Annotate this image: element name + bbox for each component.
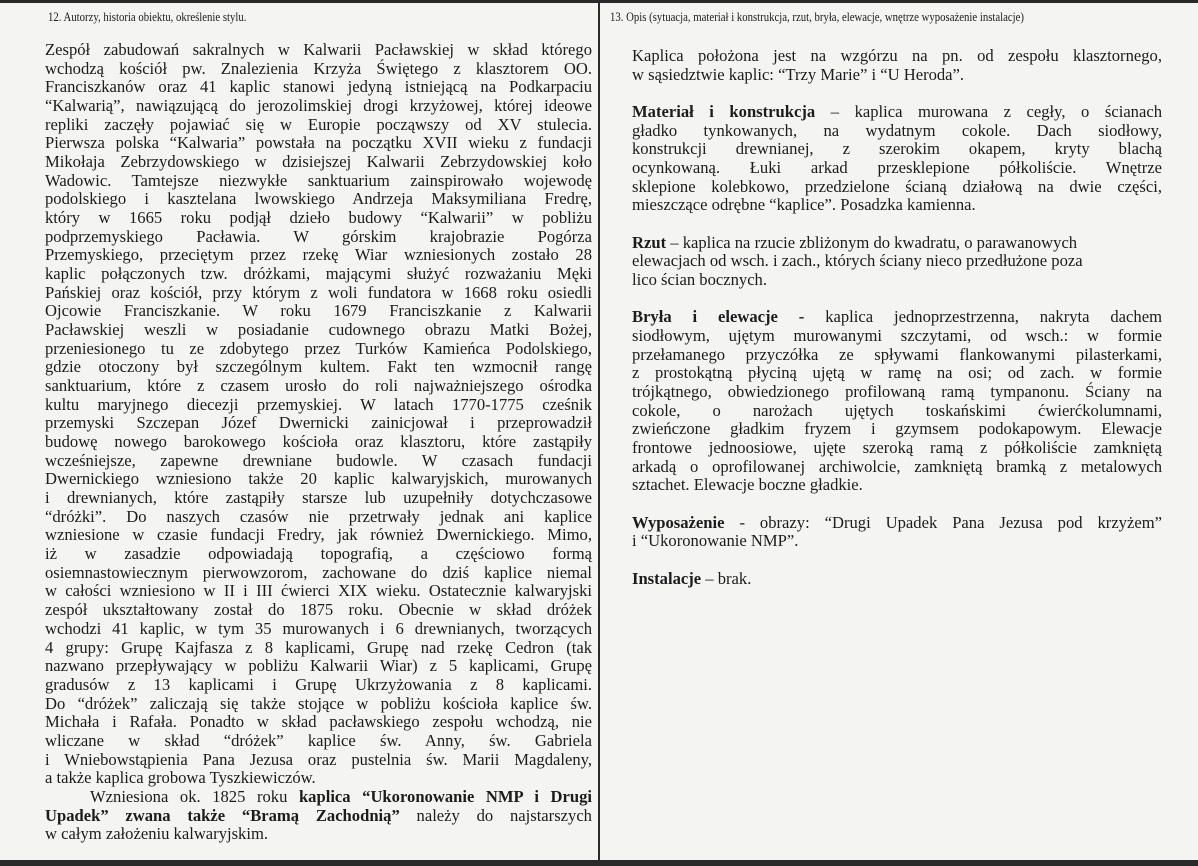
text-line [45,284,592,303]
line-text: siodłowym, ujętym murowanymi szczytami, od wsch.: w formie [632,326,1162,346]
line-text: i drewnianych, które zastąpiły starsze lub uzupełniły dotychczasowe [45,488,592,508]
bold-heading-text: Bryła i elewacje - [632,307,805,327]
text-line [45,134,592,153]
text-line [45,526,592,545]
line-text: trójkątnego, obwiedzionego profilowaną ramą tympanonu. Ściany na [632,382,1162,402]
text-line [45,209,592,228]
text-line [632,122,1162,141]
line-text: Pańskiej oraz kościół, przy którym z woli fundatora w 1668 roku osiedli [45,282,592,302]
text-line [45,732,592,751]
text-line [632,234,1162,253]
scan-bottom-edge [0,860,1198,866]
text-line [45,470,592,489]
line-text: osiemnastowiecznym pierwowzorom, zachowane do dziś kaplice niemal [45,562,592,582]
text-line [632,420,1162,439]
text-line [632,308,1162,327]
line-text: wcześniejsze, zapewne drewniane budowle. W czasach fundacji [45,450,592,470]
text-line [632,66,1162,85]
line-text: wchodzi 41 kaplic, w tym 35 murowanych i 6 drewnianych, tworzących [45,618,592,638]
text-line [45,695,592,714]
line-text: Dwernickiego wzniesiono także 20 kaplic kalwaryjskich, murowanych [45,469,592,489]
line-text: i Wniebowstąpienia Pana Jezusa oraz pustelnia św. Marii Magdaleny, [45,749,592,769]
text-line [45,433,592,452]
line-text: Ojcowie Franciszkanie. W roku 1679 Franciszkanie z Kalwarii [45,301,592,321]
bold-heading-text: Instalacje [632,568,702,588]
text-line [632,476,1162,495]
line-text: sanktuarium, które z czasem urosło do roli najważniejszego ośrodka [45,376,592,396]
line-text: podolskiego i kasztelana lwowskiego Andrzeja Maksymiliana Fredrę, [45,189,592,209]
text-line [45,564,592,583]
line-text: podprzemyskiego Pacławia. W górskim krajobrazie Pogórza [45,226,592,246]
line-text: iż w zasadzie odpowiadają topografią, a częściowo formą [45,544,592,564]
line-text: konstrukcji drewnianej, z szerokim okapem, kryty blachą [632,139,1162,159]
text-line [632,439,1162,458]
text-line [45,153,592,172]
line-text: elewacjach od wsch. i zach., których ściany nieco przedłużone poza [632,251,1083,271]
line-text: – kaplica murowana z cegły, o ścianach [815,102,1163,122]
line-text: Franciszkanów oraz 41 kaplic stanowi jedyną istniejącą na Podkarpaciu [45,77,592,97]
text-line [632,196,1162,215]
line-text: wliczane w skład “dróżek” kaplice św. Anny, św. Gabriela [45,730,592,750]
line-text: gdzie otoczony był szczególnym kultem. Fakt ten wzmocnił rangę [45,357,592,377]
line-text: Wzniesiona ok. 1825 roku [90,786,299,806]
line-text: wchodzą kościół pw. Znalezienia Krzyża Świętego z klasztorem OO. [45,58,592,78]
line-text: Pierwsza polska “Kalwaria” powstała na początku XVII wieku z fundacji [45,133,592,153]
line-text: Mikołaja Zebrzydowskiego w dzisiejszej Kalwarii Zebrzydowskiej koło [45,152,592,172]
line-text: “Kalwarią”, nawiązującą do jerozolimskiej drogi krzyżowej, której ideowe [45,96,592,116]
line-text: arkadą o oprofilowanej archiwolcie, zamkniętą bramką z metalowych [632,456,1162,476]
text-line [45,340,592,359]
text-line [45,676,592,695]
text-line [45,265,592,284]
line-text: cokole, o narożach ujętych toskańskimi ćwierćkolumnami, [632,400,1162,420]
text-line [45,582,592,601]
text-line [45,545,592,564]
line-text: i “Ukoronowanie NMP”. [632,531,799,551]
text-line [632,364,1162,383]
section-13-header: 13. Opis (sytuacja, materiał i konstrukcja, rzut, bryła, elewacje, wnętrze wyposażenie instalacje) [610,10,1025,24]
line-text: przełamanego przyczółka ze spływami flankowanymi pilasterkami, [632,344,1162,364]
text-line [45,620,592,639]
text-line [45,807,592,826]
text-line [45,190,592,209]
line-text: sztachet. Elewacje boczne gładkie. [632,475,863,495]
line-text: budowę nowego barokowego kościoła oraz klasztoru, które zastąpiły [45,432,592,452]
text-line [632,346,1162,365]
line-text: – brak. [701,568,752,588]
line-text: Michała i Rafała. Ponadto w skład pacławskiego zespołu wchodzą, nie [45,712,592,732]
text-line [632,252,1162,271]
line-text: – kaplica na rzucie zbliżonym do kwadratu, o parawanowych [666,232,1078,252]
line-text: kaplic połączonych tzw. dróżkami, mającymi służyć rozważaniu Męki [45,264,592,284]
text-line [632,178,1162,197]
text-line [45,452,592,471]
line-text: gradusów z 13 kaplicami i Grupę Ukrzyżowania z 8 kaplicami. [45,674,592,694]
line-text: kaplica jednoprzestrzenna, nakryta dachem [804,307,1162,327]
line-text: w całości wzniesiono w II i III ćwierci XIX wieku. Ostatecznie kalwaryjski [45,581,592,601]
text-line [45,302,592,321]
line-text: frontowe jednoosiowe, ujęte szeroką ramą z półkoliście zamkniętą [632,438,1162,458]
text-line [632,383,1162,402]
text-line [632,47,1162,66]
description-text-column [632,47,1162,588]
text-line [45,116,592,135]
text-line [45,246,592,265]
text-line [45,713,592,732]
text-line [45,769,592,788]
line-text: Przemyskiego, przeciętym przez rzekę Wiar wzniesionych zostało 28 [45,245,592,265]
bold-heading-text: kaplica “Ukoronowanie NMP i Drugi [298,786,592,806]
text-line [632,458,1162,477]
line-text: Zespół zabudowań sakralnych w Kalwarii Pacławskiej w skład którego [45,40,592,59]
line-text: Do “dróżek” zaliczają się także stojące w pobliżu kościoła kaplice św. [45,693,592,713]
column-divider [598,3,600,860]
text-line [45,41,592,60]
line-text: a także kaplica grobowa Tyszkiewiczów. [45,768,316,788]
line-text: nazwano przepływający w pobliżu Kalwarii Wiar) z 5 kaplicami, Grupę [45,656,592,676]
section-12-header: 12. Autorzy, historia obiektu, określenie stylu. [48,10,247,24]
text-line [45,321,592,340]
text-line [632,327,1162,346]
line-text: zwieńczone gładkim fryzem i gzymsem podokapowym. Elewacje [632,419,1162,439]
line-text: Wadowic. Tamtejsze niezwykłe sanktuarium zainspirowało wojewodę [45,170,592,190]
text-line [45,377,592,396]
line-text: “dróżki”. Do naszych czasów nie przetrwały jednak ani kaplice [45,506,592,526]
text-line [45,358,592,377]
line-text: w sąsiedztwie kaplic: “Trzy Marie” i “U Heroda”. [632,64,965,84]
text-line [45,414,592,433]
line-text: mieszczące odrębne “kaplice”. Posadzka kamienna. [632,195,976,215]
text-line [45,228,592,247]
text-line [45,657,592,676]
text-line [45,396,592,415]
text-line [45,97,592,116]
text-line [45,601,592,620]
text-line [45,788,592,807]
line-text: który w 1665 roku podjął dzieło budowy “Kalwarii” w pobliżu [45,208,592,228]
text-line [45,825,592,844]
text-line [632,103,1162,122]
text-line [45,78,592,97]
line-text: repliki zaczęły pojawiać się w Europie począwszy od XV stulecia. [45,114,592,134]
line-text: sklepione kolebkowo, przedzielone ścianą działową na dwie części, [632,176,1162,196]
text-line [45,639,592,658]
text-line [45,508,592,527]
text-line [632,514,1162,533]
line-text: Pacławskiej weszli w posiadanie cudownego obrazu Matki Bożej, [45,320,592,340]
text-line [45,60,592,79]
history-text-column [45,41,592,844]
text-line [632,271,1162,290]
line-text: ocynkowaną. Łuki arkad przesklepione półkoliście. Wnętrze [632,158,1162,178]
line-text: Kaplica położona jest na wzgórzu na pn. od zespołu klasztornego, [632,46,1162,65]
line-text: należy do najstarszych [399,805,592,825]
line-text: 4 grupy: Grupę Kajfasza z 8 kaplicami, Grupę nad rzekę Cedron (tak [45,637,592,657]
bold-heading-text: Materiał i konstrukcja [632,102,816,122]
line-text: w całym założeniu kalwaryjskim. [45,824,269,844]
text-line [45,489,592,508]
bold-heading-text: Upadek” zwana także “Bramą Zachodnią” [45,805,400,825]
text-line [632,159,1162,178]
text-line [632,570,1162,589]
text-line [45,172,592,191]
line-text: - obrazy: “Drugi Upadek Pana Jezusa pod krzyżem” [724,512,1162,532]
line-text: gładko tynkowanych, na wydatnym cokole. Dach siodłowy, [632,120,1162,140]
text-line [632,532,1162,551]
line-text: przeniesionego tu ze zdobytego przez Turków Kamieńca Podolskiego, [45,338,592,358]
line-text: przemyski Szczepan Józef Dwernicki zainicjował i przeprowadził [45,413,592,433]
bold-heading-text: Wyposażenie [632,512,725,532]
text-line [632,402,1162,421]
line-text: z prostokątną płyciną ujętą w ramę na osi; od zach. w formie [632,363,1162,383]
line-text: wzniesione w czasie fundacji Fredry, jak również Dwernickiego. Mimo, [45,525,592,545]
bold-heading-text: Rzut [632,232,667,252]
text-line [632,140,1162,159]
text-line [45,751,592,770]
line-text: lico ścian bocznych. [632,270,768,290]
line-text: kultu maryjnego diecezji przemyskiej. W latach 1770-1775 cześnik [45,394,592,414]
line-text: zespół ukształtowany został do 1875 roku. Obecnie w skład dróżek [45,600,592,620]
